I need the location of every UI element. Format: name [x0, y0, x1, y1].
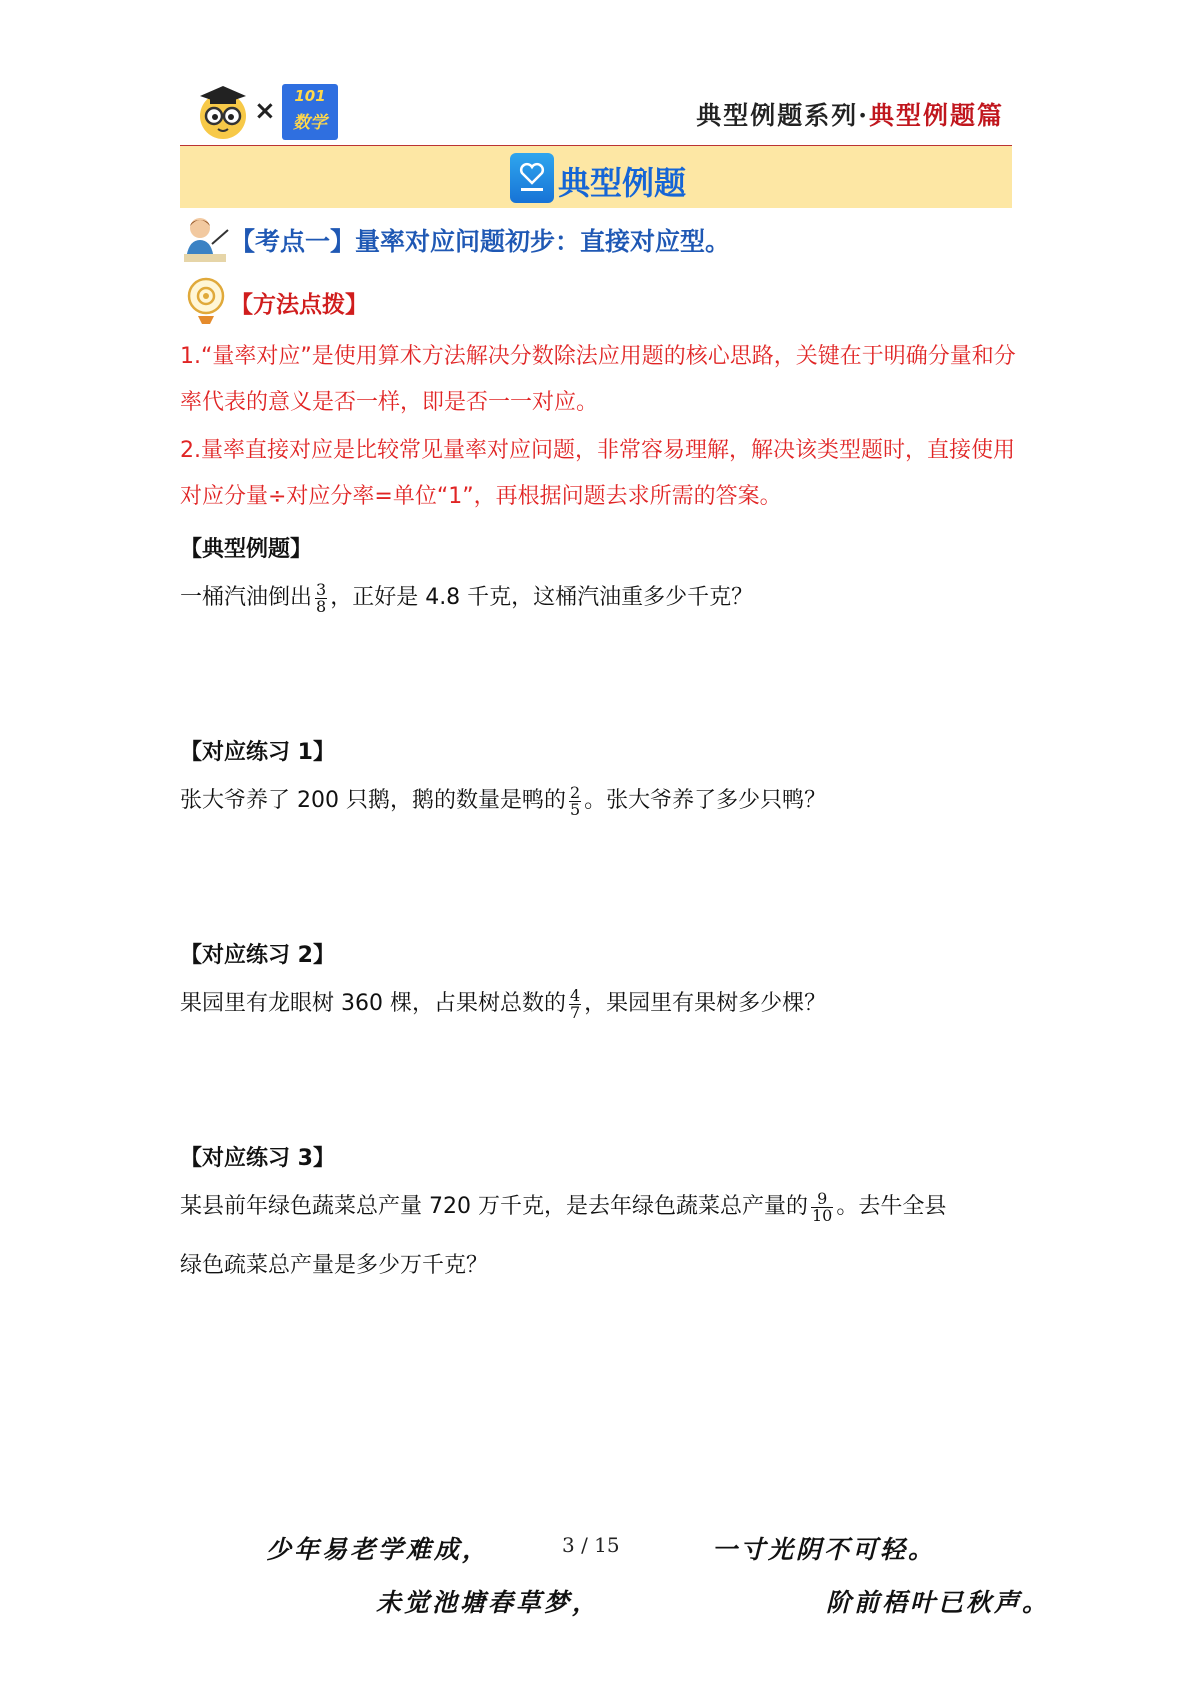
- practice-3-question-line2: 绿色疏菜总产量是多少万千克？: [180, 1253, 489, 1278]
- fraction-numerator: 3: [316, 579, 327, 599]
- logo-line1: 101: [294, 87, 326, 105]
- poem-line-2: 一寸光阴不可轻。: [712, 1535, 937, 1564]
- question-text-after: ，果园里有果树多少棵？: [584, 991, 827, 1016]
- series-title-sub: 典型例题篇: [868, 101, 1004, 130]
- practice-3-question: [180, 1189, 946, 1224]
- times-symbol: ×: [254, 96, 276, 126]
- page-number: 3 / 15: [562, 1533, 620, 1557]
- fraction: [569, 782, 581, 819]
- fraction: [569, 985, 581, 1022]
- question-text-before: 某县前年绿色蔬菜总产量 720 万千克，是去年绿色蔬菜总产量的: [180, 1194, 808, 1219]
- series-title-main: 典型例题系列·: [696, 101, 869, 130]
- question-text-before: 张大爷养了 200 只鹅，鹅的数量是鸭的: [180, 788, 566, 813]
- poem-line-3: 未觉池塘春草梦，: [376, 1588, 601, 1617]
- teacher-icon: [182, 214, 230, 264]
- 101-math-logo-icon: [282, 84, 338, 140]
- fraction-numerator: 4: [569, 985, 581, 1005]
- method-paragraph-1: 1.“量率对应”是使用算术方法解决分数除法应用题的核心思路，关键在于明确分量和分率代表的意义是否一样，即是否一一对应。: [180, 344, 1016, 415]
- poem-line-4: 阶前梧叶已秋声。: [826, 1588, 1051, 1617]
- kaodian-heading: 【考点一】量率对应问题初步：直接对应型。: [230, 227, 731, 256]
- fraction: [315, 579, 327, 616]
- question-text-after: 。张大爷养了多少只鸭？: [584, 788, 827, 813]
- fraction-numerator: 9: [817, 1188, 828, 1208]
- question-text-after: 。去牛全县: [836, 1194, 947, 1219]
- method-heading: 【方法点拨】: [230, 292, 368, 318]
- practice-1-heading: 【对应练习 1】: [180, 740, 335, 765]
- fraction-denominator: 8: [316, 596, 327, 616]
- example-heading: 【典型例题】: [180, 537, 313, 562]
- heart-badge-icon: [510, 153, 554, 203]
- fraction-denominator: 10: [811, 1205, 833, 1225]
- series-title: [696, 96, 1004, 132]
- method-paragraph-2: 2.量率直接对应是比较常见量率对应问题，非常容易理解，解决该类型题时，直接使用对应分量÷对应分率=单位“1”，再根据问题去求所需的答案。: [180, 438, 1015, 509]
- lightbulb-icon: [186, 276, 226, 328]
- logo-line2: 数学: [293, 113, 327, 133]
- fraction-denominator: 7: [569, 1002, 581, 1022]
- practice-3-heading: 【对应练习 3】: [180, 1146, 335, 1171]
- fraction: [811, 1188, 833, 1225]
- fraction-numerator: 2: [569, 782, 581, 802]
- practice-2-question: [180, 986, 826, 1021]
- question-text-before: 一桶汽油倒出: [180, 585, 313, 610]
- question-text-before: 果园里有龙眼树 360 棵，占果树总数的: [180, 991, 566, 1016]
- poem-line-1: 少年易老学难成，: [266, 1535, 491, 1564]
- mascot-logo-icon: [196, 82, 250, 140]
- practice-2-heading: 【对应练习 2】: [180, 943, 335, 968]
- fraction-denominator: 5: [569, 799, 581, 819]
- banner-title: 典型例题: [558, 164, 687, 202]
- example-question: [180, 580, 753, 615]
- practice-1-question: [180, 783, 826, 818]
- question-text-after: ，正好是 4.8 千克，这桶汽油重多少千克？: [330, 585, 754, 610]
